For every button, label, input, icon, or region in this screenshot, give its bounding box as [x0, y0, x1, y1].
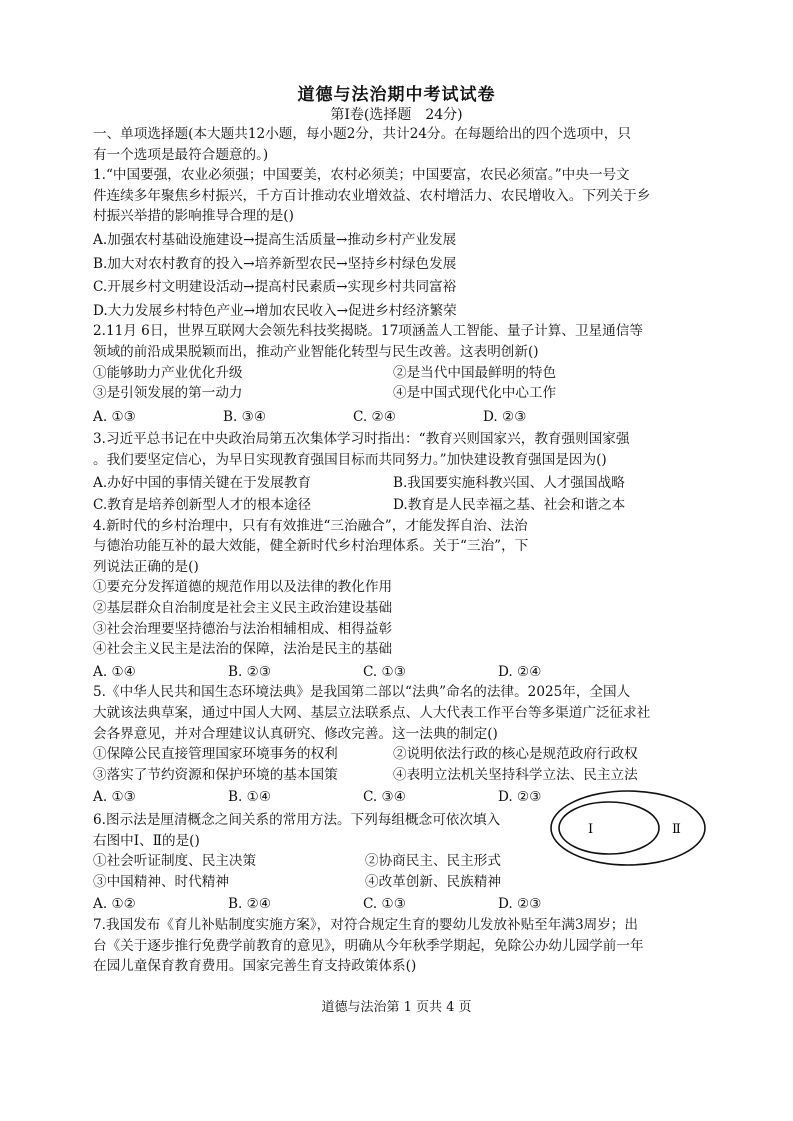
q1-option-b: B.加大对农村教育的投入→培养新型农民→坚持乡村绿色发展 [93, 255, 457, 272]
q2-choice-c: C. ②④ [353, 408, 396, 425]
q2-choice-b: B. ③④ [223, 408, 267, 425]
q5-item-3: ③落实了节约资源和保护环境的基本国策 [93, 766, 338, 783]
q6-choice-d: D. ②③ [498, 896, 542, 913]
q3-options-row [93, 473, 705, 494]
q6-item-2: ②协商民主、民主形式 [365, 853, 501, 870]
q3-stem-line: 3.习近平总书记在中央政治局第五次集体学习时指出：“教育兴则国家兴，教育强则国家强 [93, 431, 630, 448]
instruction-line: 有一个选项是最符合题意的。) [93, 146, 269, 163]
q5-items-row [93, 744, 705, 765]
q4-choice-b: B. ②③ [228, 663, 272, 680]
q4-choice-c: C. ①③ [363, 663, 406, 680]
q1-option-a: A.加强农村基础设施建设→提高生活质量→推动乡村产业发展 [93, 231, 457, 248]
q4-stem-line: 与德治功能互补的最大效能，健全新时代乡村治理体系。关于“三治”，下 [93, 538, 529, 555]
q5-item-4: ④表明立法机关坚持科学立法、民主立法 [393, 766, 638, 783]
q5-choice-c: C. ③④ [363, 789, 406, 806]
q7-stem-line: 在园儿童保育教育费用。国家完善生育支持政策体系() [93, 958, 417, 975]
q1-stem-line: 件连续多年聚焦乡村振兴，千方百计推动农业增效益、农村增活力、农民增收入。下列关于乡 [93, 187, 651, 204]
q5-item-2: ②说明依法行政的核心是规范政府行政权 [393, 746, 638, 763]
q6-stem-line: 6.图示法是厘清概念之间关系的常用方法。下列每组概念可依次填入 [93, 812, 501, 828]
q4-stem-line: 4.新时代的乡村治理中，只有有效推进“三治融合”，才能发挥自治、法治 [93, 517, 528, 534]
q2-stem-line: 领域的前沿成果脱颖而出，推动产业智能化转型与民生改善。这表明创新() [93, 343, 539, 360]
q2-items-row [93, 383, 705, 404]
q1-stem-line: 村振兴举措的影响推导合理的是() [93, 208, 294, 225]
q3-option-c: C.教育是培养创新型人才的根本途径 [93, 497, 312, 514]
q2-stem-line: 2.11月 6日，世界互联网大会领先科技奖揭晓。17项涵盖人工智能、量子计算、卫星通信等 [93, 323, 643, 340]
q3-stem-line: 。我们要坚定信心，为早日实现教育强国目标而共同努力。”加快建设教育强国是因为() [93, 451, 607, 468]
q4-choice-d: D. ②④ [498, 663, 542, 680]
q2-choice-a: A. ①③ [93, 408, 136, 425]
q2-choice-d: D. ②③ [483, 408, 527, 425]
q3-option-d: D.教育是人民幸福之基、社会和谐之本 [393, 497, 626, 514]
q2-item-3: ③是引领发展的第一动力 [93, 385, 243, 402]
q7-stem-line: 7.我国发布《育儿补贴制度实施方案》，对符合规定生育的婴幼儿发放补贴至年满3周岁；出 [93, 916, 638, 933]
q4-choices-row [93, 662, 705, 683]
q2-item-4: ④是中国式现代化中心工作 [393, 385, 557, 402]
q6-stem-line: 右图中Ⅰ、Ⅱ的是() [93, 832, 200, 849]
q4-stem-line: 列说法正确的是() [93, 558, 199, 575]
q6-choice-c: C. ①③ [363, 896, 406, 913]
q2-choices-row [93, 407, 705, 428]
instruction-line: 一、单项选择题(本大题共12小题，每小题2分，共计24分。在每题给出的四个选项中，只 [93, 126, 631, 142]
q5-choice-d: D. ②③ [498, 789, 542, 806]
q3-option-a: A.办好中国的事情关键在于发展教育 [93, 474, 312, 491]
q2-items-row [93, 363, 705, 384]
page-footer: 道德与法治第 1 页共 4 页 [321, 1000, 472, 1015]
venn-diagram [548, 788, 708, 868]
exam-title: 道德与法治期中考试试卷 [297, 85, 496, 105]
q5-stem-line: 5.《中华人民共和国生态环境法典》是我国第二部以“法典”命名的法律。2025年，全国人 [93, 684, 631, 701]
venn-label-1: Ⅰ [588, 822, 594, 837]
q1-stem-line: 1.“中国要强，农业必须强；中国要美，农村必须美；中国要富，农民必须富。”中央一号文 [93, 167, 630, 184]
q1-option-d: D.大力发展乡村特色产业→增加农民收入→促进乡村经济繁荣 [93, 302, 457, 319]
q5-stem-line: 大就该法典草案，通过中国人大网、基层立法联系点、人大代表工作平台等多渠道广泛征求社 [93, 705, 651, 722]
venn-outer-ellipse [551, 791, 705, 865]
q5-items-row [93, 765, 705, 786]
section-heading: 第Ⅰ卷(选择题 24分) [330, 107, 463, 123]
q6-choices-row [93, 894, 705, 915]
q4-item-3: ③社会治理要坚持德治与法治相辅相成、相得益彰 [93, 620, 393, 637]
q5-item-1: ①保障公民直接管理国家环境事务的权利 [93, 746, 338, 763]
venn-label-2: Ⅱ [672, 822, 681, 837]
q4-item-4: ④社会主义民主是法治的保障，法治是民主的基础 [93, 641, 393, 658]
q4-item-2: ②基层群众自治制度是社会主义民主政治建设基础 [93, 600, 393, 617]
q6-items-row [93, 872, 705, 893]
q3-options-row [93, 495, 705, 516]
q6-choice-b: B. ②④ [228, 896, 272, 913]
q6-item-1: ①社会听证制度、民主决策 [93, 853, 257, 870]
q5-choice-b: B. ①④ [228, 789, 272, 806]
venn-inner-ellipse [559, 802, 659, 854]
q7-stem-line: 台《关于逐步推行免费学前教育的意见》，明确从今年秋季学期起，免除公办幼儿园学前一年 [93, 937, 644, 954]
q1-option-c: C.开展乡村文明建设活动→提高村民素质→实现乡村共同富裕 [93, 279, 457, 296]
q6-item-3: ③中国精神、时代精神 [93, 873, 229, 890]
q4-item-1: ①要充分发挥道德的规范作用以及法律的教化作用 [93, 579, 393, 596]
q5-choice-a: A. ①③ [93, 789, 136, 806]
q6-item-4: ④改革创新、民族精神 [365, 873, 501, 890]
q6-choice-a: A. ①② [93, 896, 136, 913]
q2-item-2: ②是当代中国最鲜明的特色 [393, 364, 557, 381]
q4-choice-a: A. ①④ [93, 663, 136, 680]
q3-option-b: B.我国要实施科教兴国、人才强国战略 [393, 474, 625, 491]
q2-item-1: ①能够助力产业优化升级 [93, 364, 243, 381]
q5-stem-line: 会各界意见，并对合理建议认真研究、修改完善。这一法典的制定() [93, 725, 498, 742]
